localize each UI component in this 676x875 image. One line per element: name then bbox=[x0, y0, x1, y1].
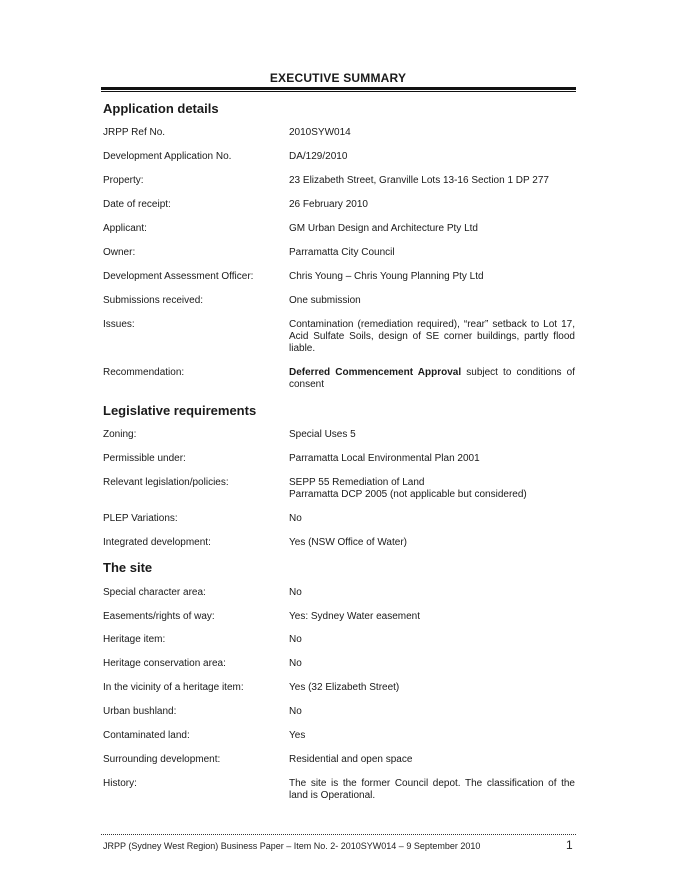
row-label: JRPP Ref No. bbox=[103, 127, 166, 138]
row-label: Integrated development: bbox=[103, 537, 211, 548]
row-value: Contamination (remediation required), “rear” setback to Lot 17, Acid Sulfate Soils, design of SE corner buildings, partly flood liable. bbox=[289, 319, 575, 354]
row-value: Chris Young – Chris Young Planning Pty Ltd bbox=[289, 271, 484, 282]
title-rule-thin bbox=[101, 91, 576, 92]
row-value: The site is the former Council depot. The classification of the land is Operational. bbox=[289, 778, 575, 801]
row-label: Heritage conservation area: bbox=[103, 658, 226, 669]
section-heading-legislative: Legislative requirements bbox=[103, 403, 257, 418]
legislation-line-2: Parramatta DCP 2005 (not applicable but considered) bbox=[289, 489, 527, 500]
row-value: Parramatta City Council bbox=[289, 247, 395, 258]
row-label: Date of receipt: bbox=[103, 199, 171, 210]
row-label: Issues: bbox=[103, 319, 135, 330]
row-value bbox=[289, 367, 575, 391]
section-heading-site: The site bbox=[103, 560, 153, 575]
row-label: Easements/rights of way: bbox=[103, 611, 215, 622]
row-label: Relevant legislation/policies: bbox=[103, 477, 229, 488]
row-value: 26 February 2010 bbox=[289, 199, 368, 210]
page-number: 1 bbox=[566, 838, 573, 852]
row-label: Contaminated land: bbox=[103, 730, 190, 741]
legislation-line-1: SEPP 55 Remediation of Land bbox=[289, 477, 425, 488]
row-label: Zoning: bbox=[103, 429, 137, 440]
footer-text: JRPP (Sydney West Region) Business Paper – Item No. 2- 2010SYW014 – 9 September 2010 bbox=[103, 841, 481, 851]
row-label: Applicant: bbox=[103, 223, 147, 234]
row-label: Recommendation: bbox=[103, 367, 185, 378]
row-label: Owner: bbox=[103, 247, 136, 258]
footer-rule bbox=[101, 834, 576, 835]
title-rule-thick bbox=[101, 87, 576, 90]
row-value: DA/129/2010 bbox=[289, 151, 348, 162]
row-label: Urban bushland: bbox=[103, 706, 177, 717]
row-label: Special character area: bbox=[103, 587, 206, 598]
row-label: In the vicinity of a heritage item: bbox=[103, 682, 244, 693]
section-heading-application: Application details bbox=[103, 101, 219, 116]
row-value: Special Uses 5 bbox=[289, 429, 356, 440]
row-value: Yes: Sydney Water easement bbox=[289, 611, 420, 622]
row-value: Yes (NSW Office of Water) bbox=[289, 537, 407, 548]
recommendation-rest: subject to conditions of consent bbox=[289, 367, 576, 390]
row-value: Yes (32 Elizabeth Street) bbox=[289, 682, 400, 693]
row-value bbox=[289, 477, 575, 501]
row-label: Development Assessment Officer: bbox=[103, 271, 254, 282]
row-value: Parramatta Local Environmental Plan 2001 bbox=[289, 453, 480, 464]
row-value: No bbox=[289, 513, 302, 524]
row-label: Property: bbox=[103, 175, 144, 186]
row-value: No bbox=[289, 706, 302, 717]
row-label: Surrounding development: bbox=[103, 754, 221, 765]
row-value: 23 Elizabeth Street, Granville Lots 13-16 Section 1 DP 277 bbox=[289, 175, 549, 186]
recommendation-emphasis: Deferred Commencement Approval bbox=[289, 367, 462, 378]
row-value: No bbox=[289, 587, 302, 598]
page-title: EXECUTIVE SUMMARY bbox=[269, 71, 407, 85]
row-value: Residential and open space bbox=[289, 754, 413, 765]
row-value: GM Urban Design and Architecture Pty Ltd bbox=[289, 223, 478, 234]
row-label: Permissible under: bbox=[103, 453, 186, 464]
row-label: Heritage item: bbox=[103, 634, 166, 645]
row-value: Yes bbox=[289, 730, 306, 741]
row-label: Submissions received: bbox=[103, 295, 204, 306]
row-value: One submission bbox=[289, 295, 361, 306]
row-value: No bbox=[289, 634, 302, 645]
row-label: History: bbox=[103, 778, 137, 789]
row-value: 2010SYW014 bbox=[289, 127, 351, 138]
row-label: PLEP Variations: bbox=[103, 513, 178, 524]
row-label: Development Application No. bbox=[103, 151, 232, 162]
row-value: No bbox=[289, 658, 302, 669]
